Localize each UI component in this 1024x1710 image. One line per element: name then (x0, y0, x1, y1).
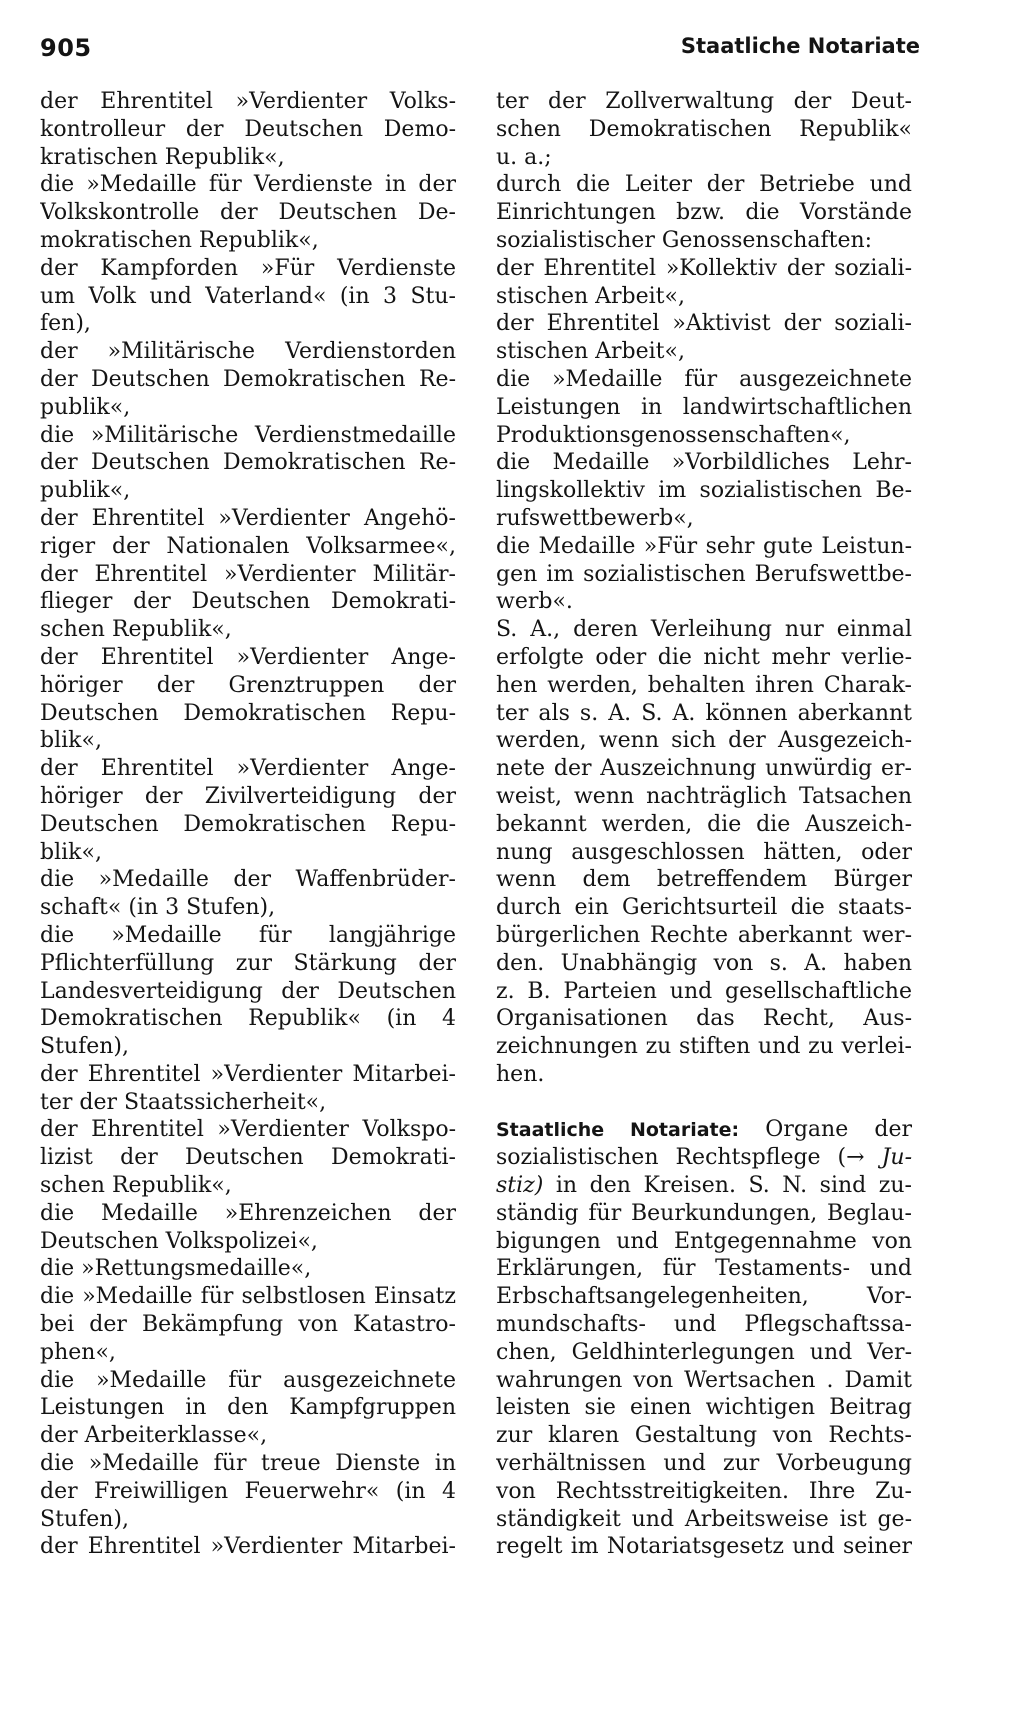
text-line: der Freiwilligen Feuerwehr« (in 4 (40, 1478, 456, 1504)
text-line: bigungen und Entgegennahme von (496, 1228, 912, 1254)
text-line: der Kampforden »Für Verdienste (40, 255, 456, 281)
entry-body (496, 1200, 912, 1561)
text-line: schen Republik«, (40, 1173, 232, 1199)
text-line: der Deutschen Demokratischen Re- (40, 366, 456, 392)
text-line: Erbschaftsangelegenheiten, Vor- (496, 1284, 912, 1310)
text-line: Deutschen Demokratischen Repu- (40, 811, 456, 837)
text-line: der Ehrentitel »Verdienter Angehö- (40, 505, 456, 531)
text-line: der Ehrentitel »Verdienter Mitarbei- (40, 1534, 456, 1560)
text-line: Stufen), (40, 1506, 129, 1532)
page-number: 905 (40, 34, 92, 62)
text-line: Landesverteidigung der Deutschen (40, 978, 456, 1004)
text-line: werb«. (496, 589, 573, 615)
text-line: blik«, (40, 728, 102, 754)
page-header (40, 34, 920, 70)
text-line: Pflichterfüllung zur Stärkung der (40, 950, 456, 976)
text-line: publik«, (40, 394, 131, 420)
text-line: fen), (40, 311, 91, 337)
text-line: Stufen), (40, 1034, 129, 1060)
text-line: die »Medaille für ausgezeichnete (40, 1367, 456, 1393)
cross-reference-link-end[interactable]: stiz) (496, 1173, 544, 1199)
text-line: wahrungen von Wertsachen . Damit (496, 1367, 912, 1393)
text-line: der Ehrentitel »Verdienter Volkspo- (40, 1117, 456, 1143)
text-line: werden, wenn sich der Ausgezeich- (496, 728, 912, 754)
text-line: der Deutschen Demokratischen Re- (40, 450, 456, 476)
text-line: der Ehrentitel »Kollektiv der soziali- (496, 255, 912, 281)
text-line: ter der Zollverwaltung der Deut- (496, 89, 912, 114)
text-line: wenn dem betreffendem Bürger (496, 867, 912, 893)
text-line: blik«, (40, 839, 102, 865)
entry-staatliche-notariate (496, 1116, 912, 1561)
text-line: die »Medaille für langjährige (40, 922, 456, 948)
text-line: stischen Arbeit«, (496, 283, 685, 309)
entry-line (496, 1144, 912, 1172)
text-line: Demokratischen Republik« (in 4 (40, 1006, 456, 1032)
text-line: die »Medaille für ausgezeichnete (496, 366, 912, 392)
text-line: bei der Bekämpfung von Katastro- (40, 1312, 456, 1338)
text-line: der Ehrentitel »Verdienter Volks- (40, 89, 456, 114)
left-column (40, 88, 456, 1561)
text-line: die »Medaille für Verdienste in der (40, 172, 456, 198)
text-line: z. B. Parteien und gesellschaftliche (496, 978, 912, 1004)
text-line: die »Rettungsmedaille«, (40, 1256, 312, 1282)
entry-line-text: sozialistischen Rechtspflege (→ (496, 1145, 865, 1171)
text-line: die Medaille »Vorbildliches Lehr- (496, 450, 912, 476)
text-line: kratischen Republik«, (40, 144, 285, 170)
running-head: Staatliche Notariate (680, 34, 920, 58)
text-line: kontrolleur der Deutschen Demo- (40, 116, 456, 142)
entry-line-text: in den Kreisen. S. N. sind zu- (555, 1173, 912, 1199)
text-line: stischen Arbeit«, (496, 339, 685, 365)
text-line: Volkskontrolle der Deutschen De- (40, 200, 456, 226)
text-line: die »Medaille für selbstlosen Einsatz (40, 1284, 456, 1310)
text-line: hen. (496, 1061, 545, 1087)
text-line: u. a.; (496, 144, 552, 170)
text-line: die »Medaille der Waffenbrüder- (40, 867, 456, 893)
right-column-continuation (496, 88, 912, 1089)
text-line: der Arbeiterklasse«, (40, 1423, 268, 1449)
text-line: bekannt werden, die die Auszeich- (496, 811, 912, 837)
entry-headword: Staatliche Notariate: (496, 1119, 740, 1142)
text-line: Produktionsgenossenschaften«, (496, 422, 851, 448)
text-line: nung ausgeschlossen hätten, oder (496, 839, 912, 865)
text-line: den. Unabhängig von s. A. haben (496, 950, 912, 976)
text-line: sozialistischer Genossenschaften: (496, 227, 873, 253)
text-line: der Ehrentitel »Aktivist der soziali- (496, 311, 912, 337)
cross-reference-link[interactable]: Ju- (881, 1145, 912, 1171)
text-line: Deutschen Volkspolizei«, (40, 1228, 318, 1254)
text-line: leisten sie einen wichtigen Beitrag (496, 1395, 912, 1421)
text-line: der »Militärische Verdienstorden (40, 339, 456, 365)
text-line: der Ehrentitel »Verdienter Mitarbei- (40, 1061, 456, 1087)
text-line: höriger der Grenztruppen der (40, 672, 456, 698)
text-line: schaft« (in 3 Stufen), (40, 895, 276, 921)
text-line: ständig für Beurkundungen, Beglau- (496, 1200, 912, 1226)
entry-first-line (496, 1116, 912, 1144)
text-line: die Medaille »Für sehr gute Leistun- (496, 533, 912, 559)
text-line: Erklärungen, für Testaments- und (496, 1256, 912, 1282)
text-line: Organisationen das Recht, Aus- (496, 1006, 912, 1032)
text-line: mokratischen Republik«, (40, 227, 319, 253)
text-line: hen werden, behalten ihren Charak- (496, 672, 912, 698)
text-line: von Rechtsstreitigkeiten. Ihre Zu- (496, 1478, 912, 1504)
text-line: S. A., deren Verleihung nur einmal (496, 617, 912, 643)
right-column (496, 88, 912, 1561)
text-line: der Ehrentitel »Verdienter Ange- (40, 756, 456, 782)
text-line: durch ein Gerichtsurteil die staats- (496, 895, 912, 921)
text-line: ter der Staatssicherheit«, (40, 1089, 327, 1115)
text-line: verhältnissen und zur Vorbeugung (496, 1451, 912, 1477)
text-line: erfolgte oder die nicht mehr verlie- (496, 644, 912, 670)
text-line: weist, wenn nachträglich Tatsachen (496, 783, 912, 809)
text-line: chen, Geldhinterlegungen und Ver- (496, 1339, 912, 1365)
text-line: regelt im Notariatsgesetz und seiner (496, 1534, 912, 1560)
text-line: lingskollektiv im sozialistischen Be- (496, 478, 912, 504)
text-line: bürgerlichen Rechte aberkannt wer- (496, 922, 912, 948)
text-line: Leistungen in den Kampfgruppen (40, 1395, 456, 1421)
text-line: mundschafts- und Pflegschaftssa- (496, 1312, 912, 1338)
text-line: die Medaille »Ehrenzeichen der (40, 1200, 456, 1226)
text-line: Leistungen in landwirtschaftlichen (496, 394, 912, 420)
text-line: höriger der Zivilverteidigung der (40, 783, 456, 809)
text-line: flieger der Deutschen Demokrati- (40, 589, 456, 615)
text-line: gen im sozialistischen Berufswettbe- (496, 561, 912, 587)
text-line: publik«, (40, 478, 131, 504)
entry-first-line-text: Organe der (765, 1117, 912, 1143)
text-line: zur klaren Gestaltung von Rechts- (496, 1423, 912, 1449)
text-line: schen Demokratischen Republik« (496, 116, 912, 142)
text-line: riger der Nationalen Volksarmee«, (40, 533, 456, 559)
text-line: ständigkeit und Arbeitsweise ist ge- (496, 1506, 912, 1532)
text-line: um Volk und Vaterland« (in 3 Stu- (40, 283, 456, 309)
text-line: ter als s. A. S. A. können aberkannt (496, 700, 912, 726)
text-line: die »Medaille für treue Dienste in (40, 1451, 456, 1477)
text-line: rufswettbewerb«, (496, 505, 694, 531)
entry-line (496, 1172, 912, 1200)
text-line: der Ehrentitel »Verdienter Militär- (40, 561, 456, 587)
paragraph-gap (496, 1089, 912, 1117)
text-line: zeichnungen zu stiften und zu verlei- (496, 1034, 912, 1060)
text-line: phen«, (40, 1339, 116, 1365)
text-line: schen Republik«, (40, 617, 232, 643)
text-line: durch die Leiter der Betriebe und (496, 172, 912, 198)
text-line: der Ehrentitel »Verdienter Ange- (40, 644, 456, 670)
text-line: Einrichtungen bzw. die Vorstände (496, 200, 912, 226)
text-line: lizist der Deutschen Demokrati- (40, 1145, 456, 1171)
text-line: die »Militärische Verdienstmedaille (40, 422, 456, 448)
text-line: Deutschen Demokratischen Repu- (40, 700, 456, 726)
text-line: nete der Auszeichnung unwürdig er- (496, 756, 912, 782)
